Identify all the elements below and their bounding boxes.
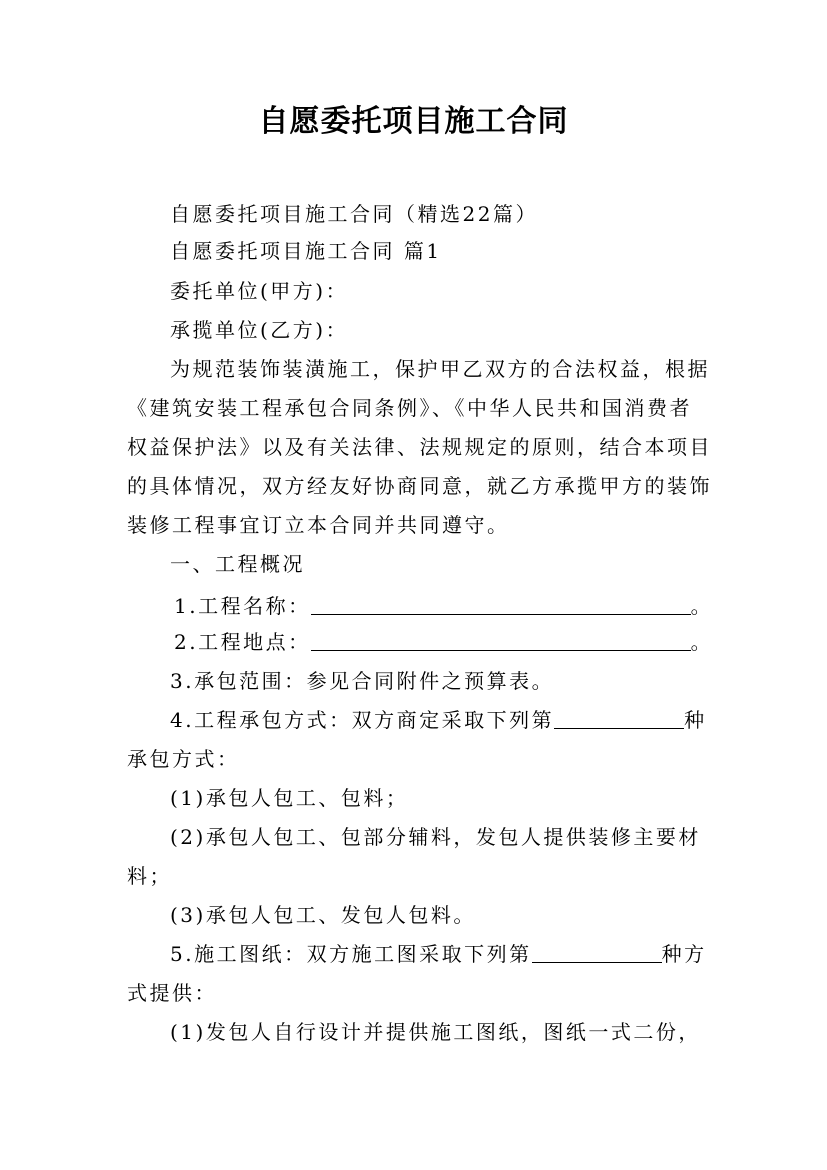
project-location-line xyxy=(174,628,754,656)
party-a-line: 委托单位(甲方)： xyxy=(170,279,349,303)
paragraph-line: 承包方式： xyxy=(127,747,240,771)
paragraph-line: 料； xyxy=(127,864,172,888)
drawings-text: 5.施工图纸：双方施工图采取下列第 xyxy=(170,942,532,966)
paragraph-line: 为规范装饰装潢施工，保护甲乙双方的合法权益，根据 xyxy=(170,357,710,381)
document-title: 自愿委托项目施工合同 xyxy=(258,104,569,139)
paragraph-line: 《建筑安装工程承包合同条例》、《中华人民共和国消费者 xyxy=(127,396,692,420)
drawings-line xyxy=(170,940,750,968)
paragraph-line: 权益保护法》以及有关法律、法规规定的原则，结合本项目 xyxy=(127,435,712,459)
project-location-label: 2.工程地点： xyxy=(174,630,311,654)
option-line: (2)承包人包工、包部分辅料，发包人提供装修主要材 xyxy=(170,825,701,849)
drawings-blank[interactable] xyxy=(532,942,662,963)
period: 。 xyxy=(690,594,714,618)
project-name-label: 1.工程名称： xyxy=(174,594,311,618)
project-location-blank[interactable] xyxy=(311,630,691,651)
section-heading: 自愿委托项目施工合同 篇1 xyxy=(170,239,442,263)
option-line: (1)发包人自行设计并提供施工图纸，图纸一式二份， xyxy=(170,1020,701,1044)
party-b-line: 承揽单位(乙方)： xyxy=(170,318,349,342)
paragraph-line: 的具体情况，双方经友好协商同意，就乙方承揽甲方的装饰 xyxy=(127,474,712,498)
section-heading: 一、工程概况 xyxy=(170,552,305,576)
drawings-suffix: 种方 xyxy=(661,942,707,966)
option-line: (3)承包人包工、发包人包料。 xyxy=(170,903,476,927)
project-name-blank[interactable] xyxy=(311,594,691,615)
contract-mode-line xyxy=(170,706,750,734)
period: 。 xyxy=(690,630,714,654)
option-line: (1)承包人包工、包料； xyxy=(170,786,409,810)
paragraph-line: 式提供： xyxy=(127,981,217,1005)
subtitle-line: 自愿委托项目施工合同（精选22篇） xyxy=(170,202,538,226)
project-name-line xyxy=(174,592,754,620)
contract-mode-suffix: 种 xyxy=(684,708,707,732)
paragraph-line: 装修工程事宜订立本合同并共同遵守。 xyxy=(127,513,510,537)
contract-mode-blank[interactable] xyxy=(554,708,684,729)
scope-line: 3.承包范围：参见合同附件之预算表。 xyxy=(170,669,555,693)
contract-mode-text: 4.工程承包方式：双方商定采取下列第 xyxy=(170,708,555,732)
